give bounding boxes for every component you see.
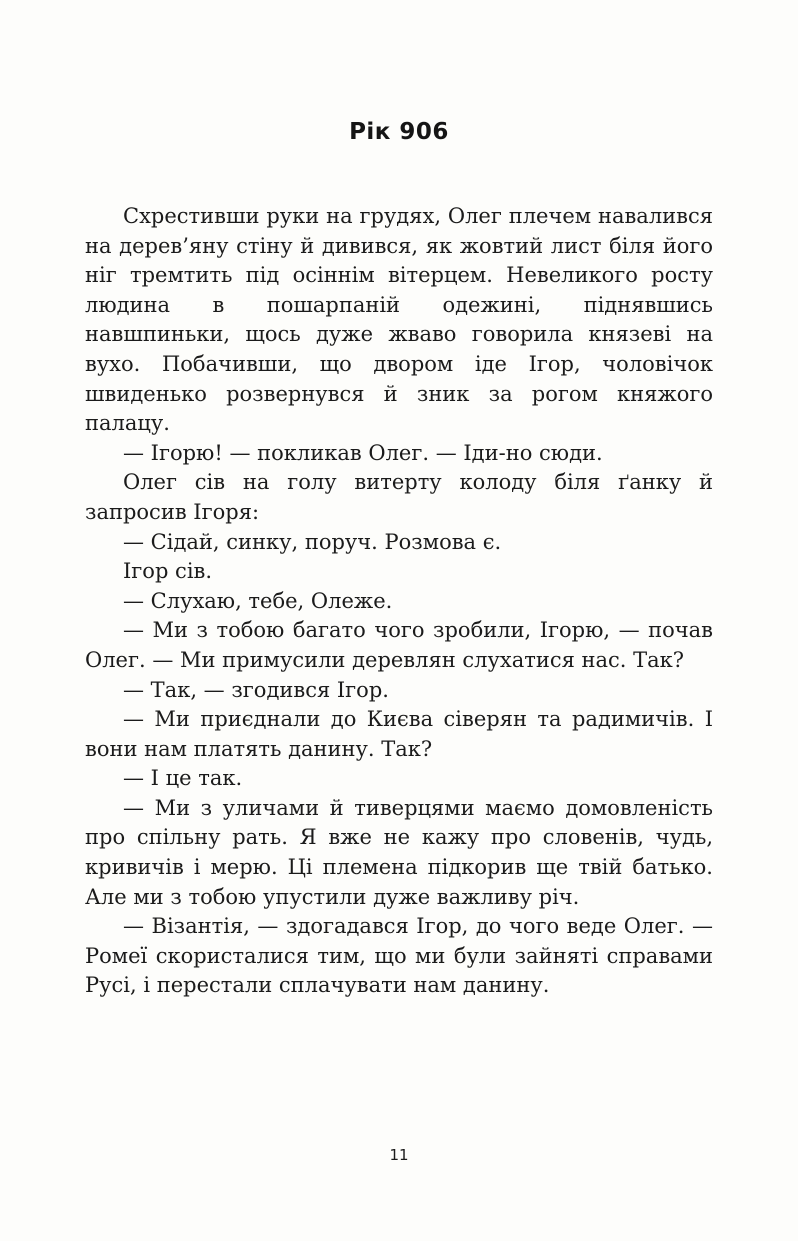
page-number: 11 (389, 1146, 409, 1164)
chapter-title: Рік 906 (349, 119, 449, 145)
paragraph: — Ми з уличами й тиверцями маємо домовленість про спільну рать. Я вже не кажу про словенів, чудь, кривичів і мерю. Ці племена підкорив ще твій батько. Але ми з тобою упустили дуже важливу річ. (85, 795, 713, 909)
paragraph: — Так, — згодився Ігор. (123, 677, 389, 702)
paragraph: Схрестивши руки на грудях, Олег плечем навалився на дерев’яну стіну й дивився, як жовтий лист біля його ніг тремтить під осіннім вітерцем. Невеликого росту людина в пошарпаній одежині, піднявшись навшпиньки, щось дуже жваво говорила князеві на вухо. Побачивши, що двором іде Ігор, чоловічок швиденько розвернувся й зник за рогом княжого палацу. (85, 204, 713, 436)
body-text (85, 202, 713, 1001)
paragraph: — Візантія, — здогадався Ігор, до чого веде Олег. — Ромеї скористалися тим, що ми були зайняті справами Русі, і перестали сплачувати нам данину. (85, 914, 713, 998)
paragraph: Олег сів на голу витерту колоду біля ґанку й запросив Ігоря: (85, 470, 713, 524)
paragraph: — Ми з тобою багато чого зробили, Ігорю, — почав Олег. — Ми примусили деревлян слухатися нас. Так? (85, 618, 713, 672)
paragraph: — Слухаю, тебе, Олеже. (123, 588, 393, 613)
paragraph: — Ігорю! — покликав Олег. — Іди-но сюди. (123, 440, 603, 465)
paragraph: Ігор сів. (123, 559, 213, 584)
paragraph: — Сідай, синку, поруч. Розмова є. (123, 529, 502, 554)
paragraph: — Ми приєднали до Києва сіверян та радимичів. І вони нам платять данину. Так? (85, 707, 713, 761)
paragraph: — І це так. (123, 766, 243, 791)
